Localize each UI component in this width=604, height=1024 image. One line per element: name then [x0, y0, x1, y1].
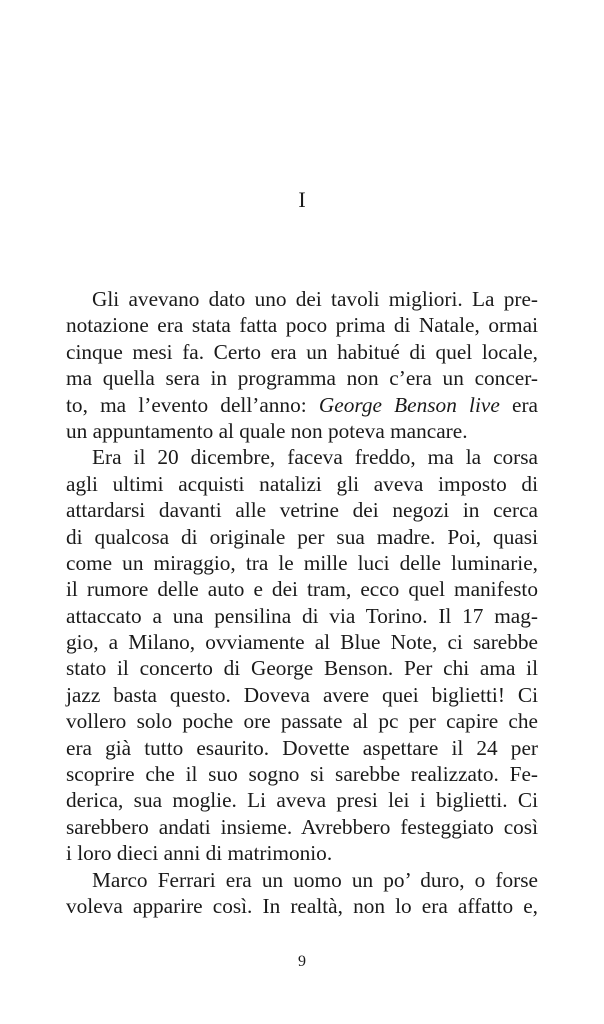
text-segment: scoprire che il suo sogno si sarebbe realizzato. Fe-: [66, 762, 538, 787]
page-number: 9: [298, 953, 306, 970]
text-line: [66, 787, 538, 813]
text-segment: Marco Ferrari era un uomo un po’ duro, o forse: [92, 867, 538, 892]
text-segment: agli ultimi acquisti natalizi gli aveva imposto di: [66, 471, 538, 496]
text-segment: cinque mesi fa. Certo era un habitué di quel locale,: [66, 339, 538, 364]
text-segment: sarebbero andati insieme. Avrebbero festeggiato così: [66, 814, 538, 839]
paragraph: [66, 286, 538, 444]
text-segment: Era il 20 dicembre, faceva freddo, ma la corsa: [92, 445, 538, 470]
text-segment: stato il concerto di George Benson. Per chi ama il: [66, 656, 538, 681]
text-segment: attardarsi davanti alle vetrine dei negozi in cerca: [66, 498, 538, 523]
text-line: [66, 893, 538, 919]
text-line: [66, 550, 538, 576]
text-segment: era già tutto esaurito. Dovette aspettare il 24 per: [66, 735, 538, 760]
text-segment: notazione era stata fatta poco prima di Natale, ormai: [66, 313, 538, 338]
text-line: [66, 392, 538, 418]
text-line: [66, 761, 538, 787]
paragraph: [66, 867, 538, 920]
text-line: [66, 867, 538, 893]
text-segment: come un miraggio, tra le mille luci delle luminarie,: [66, 550, 538, 575]
text-segment: i loro dieci anni di matrimonio.: [66, 841, 333, 866]
text-segment: attaccato a una pensilina di via Torino. Il 17 mag-: [66, 603, 538, 628]
text-segment: vollero solo poche ore passate al pc per capire che: [66, 709, 538, 734]
text-line: [66, 286, 538, 312]
text-line: [66, 365, 538, 391]
text-line: [66, 312, 538, 338]
text-segment: il rumore delle auto e dei tram, ecco quel manifesto: [66, 577, 538, 602]
text-segment: ma quella sera in programma non c’era un concer-: [66, 366, 538, 391]
body-text: [66, 286, 538, 919]
text-segment: di qualcosa di originale per sua madre. Poi, quasi: [66, 524, 538, 549]
text-segment: to, ma l’evento dell’anno:: [66, 392, 319, 417]
text-segment: voleva apparire così. In realtà, non lo era affatto e,: [66, 893, 538, 918]
text-line: [66, 497, 538, 523]
text-segment: derica, sua moglie. Li aveva presi lei i biglietti. Ci: [66, 788, 538, 813]
chapter-numeral: I: [298, 187, 306, 212]
text-segment: Gli avevano dato uno dei tavoli migliori. La pre-: [92, 287, 538, 311]
text-line: [66, 418, 538, 444]
text-line: [66, 682, 538, 708]
text-line: [66, 814, 538, 840]
text-line: [66, 339, 538, 365]
text-line: [66, 524, 538, 550]
text-line: [66, 735, 538, 761]
text-segment: un appuntamento al quale non poteva mancare.: [66, 418, 468, 443]
paragraph: [66, 444, 538, 866]
text-line: [66, 840, 538, 866]
text-line: [66, 708, 538, 734]
text-segment: era: [499, 392, 539, 417]
text-line: [66, 471, 538, 497]
text-line: [66, 444, 538, 470]
text-segment: jazz basta questo. Doveva avere quei biglietti! Ci: [66, 682, 538, 707]
text-line: [66, 655, 538, 681]
italic-title: George Benson live: [318, 392, 500, 417]
text-segment: gio, a Milano, ovviamente al Blue Note, ci sarebbe: [66, 630, 538, 655]
text-line: [66, 629, 538, 655]
text-line: [66, 576, 538, 602]
text-line: [66, 603, 538, 629]
